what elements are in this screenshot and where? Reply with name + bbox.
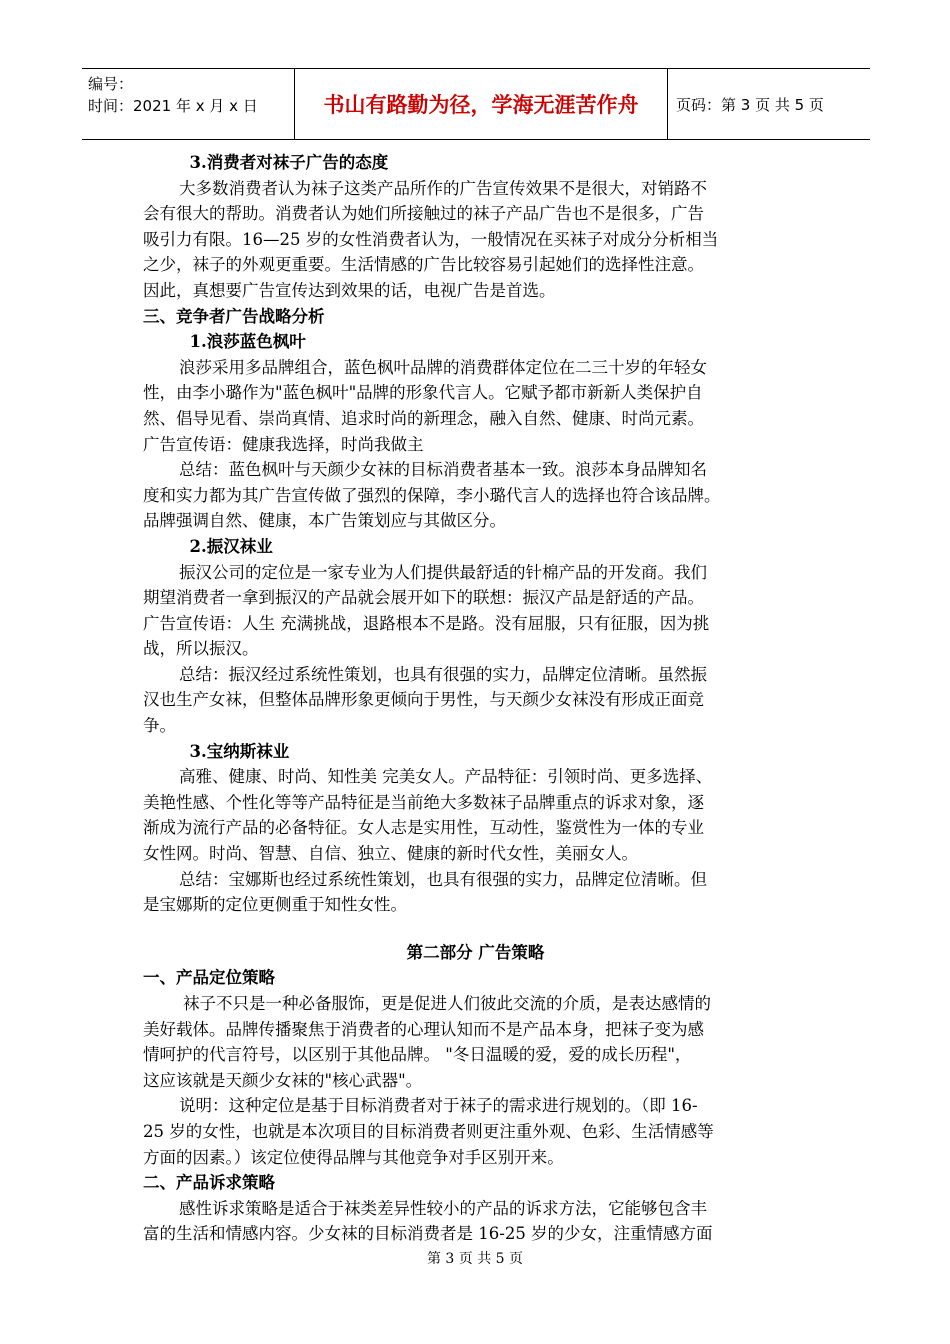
text-line: 总结：宝娜斯也经过系统性策划，也具有很强的实力，品牌定位清晰。但 (179, 869, 707, 889)
text-line: 浪莎采用多品牌组合，蓝色枫叶品牌的消费群体定位在二三十岁的年轻女 (179, 357, 707, 377)
page-header (82, 68, 870, 140)
text-line: 之少，袜子的外观更重要。生活情感的广告比较容易引起她们的选择性注意。 (143, 255, 704, 275)
text-line: 广告宣传语：人生 充满挑战，退路根本不是路。没有屈服，只有征服，因为挑 (143, 613, 710, 633)
text-line: 争。 (143, 716, 176, 736)
text-line: 振汉公司的定位是一家专业为人们提供最舒适的针棉产品的开发商。我们 (179, 562, 707, 582)
text-line: 汉也生产女袜，但整体品牌形象更倾向于男性，与天颜少女袜没有形成正面竞 (143, 690, 704, 710)
text-line: 这应该就是天颜少女袜的"核心武器"。 (143, 1070, 423, 1090)
text-line: 美艳性感、个性化等等产品特征是当前绝大多数袜子品牌重点的诉求对象，逐 (143, 792, 704, 812)
document-body (143, 150, 808, 1247)
text-line: 富的生活和情感内容。少女袜的目标消费者是 16-25 岁的少女，注重情感方面 (143, 1224, 713, 1244)
text-line: 大多数消费者认为袜子这类产品所作的广告宣传效果不是很大，对销路不 (179, 178, 707, 198)
heading-line: 第二部分 广告策略 (406, 942, 545, 962)
header-meta (82, 69, 294, 139)
text-line: 方面的因素。）该定位使得品牌与其他竞争对手区别开来。 (143, 1147, 564, 1167)
text-line: 是宝娜斯的定位更侧重于知性女性。 (143, 895, 407, 915)
text-line: 广告宣传语：健康我选择，时尚我做主 (143, 434, 424, 454)
page-footer: 第 3 页 共 5 页 (426, 1251, 524, 1267)
text-line: 感性诉求策略是适合于袜类差异性较小的产品的诉求方法，它能够包含丰 (179, 1198, 707, 1218)
text-line: 美好载体。品牌传播聚焦于消费者的心理认知而不是产品本身，把袜子变为感 (143, 1019, 704, 1039)
heading-line: 1.浪莎蓝色枫叶 (173, 332, 306, 352)
text-line: 袜子不只是一种必备服饰，更是促进人们彼此交流的介质，是表达感情的 (183, 994, 711, 1013)
heading-line: 三、竞争者广告战略分析 (143, 306, 325, 326)
number-label: 编号： (88, 75, 134, 93)
heading-line: 一、产品定位策略 (143, 968, 275, 988)
header-page-info: 页码：第 3 页 共 5 页 (676, 95, 824, 114)
text-line: 战，所以振汉。 (143, 639, 259, 659)
text-line: 然、倡导见看、崇尚真情、追求时尚的新理念，融入自然、健康、时尚元素。 (143, 408, 704, 428)
text-line: 说明：这种定位是基于目标消费者对于袜子的需求进行规划的。（即 16- (179, 1096, 698, 1116)
text-line: 性，由李小璐作为"蓝色枫叶"品牌的形象代言人。它赋予都市新新人类保护自 (143, 383, 703, 403)
text-line: 会有很大的帮助。消费者认为她们所接触过的袜子产品广告也不是很多，广告 (143, 204, 704, 224)
text-line: 高雅、健康、时尚、知性美 完美女人。产品特征：引领时尚、更多选择、 (179, 767, 713, 787)
text-line: 品牌强调自然、健康，本广告策划应与其做区分。 (143, 511, 506, 531)
text-line: 25 岁的女性，也就是本次项目的目标消费者则更注重外观、色彩、生活情感等 (143, 1121, 714, 1141)
text-line: 渐成为流行产品的必备特征。女人志是实用性，互动性，鉴赏性为一体的专业 (143, 818, 704, 838)
heading-line: 3.消费者对袜子广告的态度 (173, 153, 389, 172)
text-line: 总结：振汉经过系统性策划，也具有很强的实力，品牌定位清晰。虽然振 (179, 664, 707, 684)
spacer (143, 918, 808, 940)
text-line: 度和实力都为其广告宣传做了强烈的保障，李小璐代言人的选择也符合该品牌。 (143, 485, 721, 505)
text-line: 因此，真想要广告宣传达到效果的话，电视广告是首选。 (143, 280, 556, 300)
header-motto: 书山有路勤为径，学海无涯苦作舟 (294, 69, 668, 139)
heading-line: 2.振汉袜业 (173, 536, 273, 556)
text-line: 情呵护的代言符号，以区别于其他品牌。 "冬日温暖的爱，爱的成长历程"， (143, 1045, 692, 1065)
time-label: 时间：2021 年 x 月 x 日 (88, 97, 258, 115)
text-line: 女性网。时尚、智慧、自信、独立、健康的新时代女性，美丽女人。 (143, 844, 638, 864)
text-line: 总结：蓝色枫叶与天颜少女袜的目标消费者基本一致。浪莎本身品牌知名 (179, 460, 707, 480)
heading-line: 3.宝纳斯袜业 (173, 741, 290, 761)
heading-line: 二、产品诉求策略 (143, 1173, 275, 1193)
text-line: 期望消费者一拿到振汉的产品就会展开如下的联想：振汉产品是舒适的产品。 (143, 588, 704, 608)
text-line: 吸引力有限。16—25 岁的女性消费者认为，一般情况在买袜子对成分分析相当 (143, 229, 719, 249)
